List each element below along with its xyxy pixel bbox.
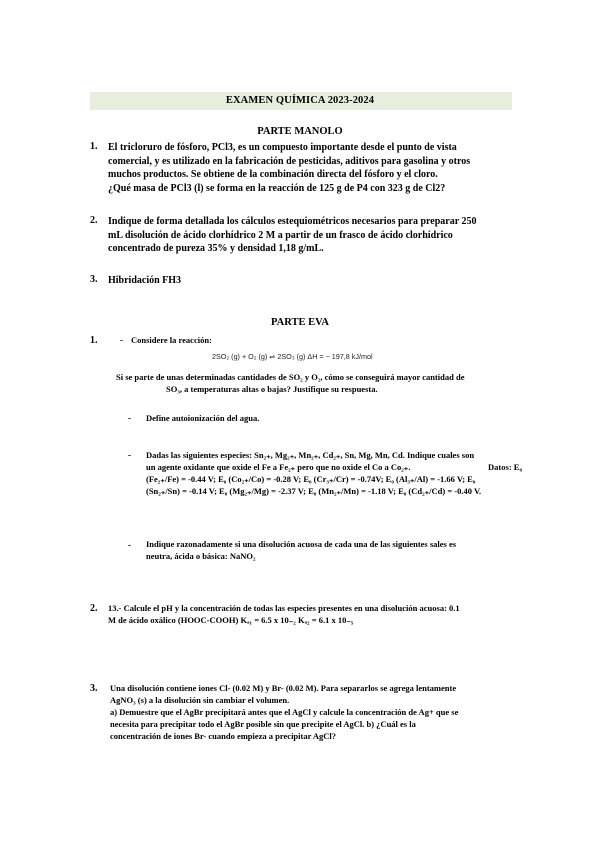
manolo-q2-line3: concentrado de pureza 35% y densidad 1,18 g/mL. xyxy=(108,243,324,254)
eva-d-dash: - xyxy=(128,540,131,550)
eva-q1-line2: SO₃, a temperaturas altas o bajas? Justifique su respuesta. xyxy=(166,384,378,394)
manolo-q3-text: Hibridación FH3 xyxy=(108,275,182,286)
part-eva-heading: PARTE EVA xyxy=(271,317,329,328)
manolo-q2-line1: Indique de forma detallada los cálculos estequiométricos necesarios para preparar 250 xyxy=(108,216,477,227)
manolo-q1-line1: El tricloruro de fósforo, PCl3, es un compuesto importante desde el punto de vista xyxy=(108,142,457,153)
eva-q1-question xyxy=(116,371,526,395)
eva-b-dash: - xyxy=(128,413,131,423)
eva-c-line2a: un agente oxidante que oxide el Fe a Fe₂₊ pero que no oxide el Co a Co₂₊. xyxy=(146,462,411,472)
eva-d-line1: Indique razonadamente si una disolución acuosa de cada una de las siguientes sales es xyxy=(146,539,457,549)
eva-q1-intro: Considere la reacción: xyxy=(131,335,212,345)
eva-q3-line5: concentración de iones Br- cuando empieza a precipitar AgCl? xyxy=(110,731,337,741)
eva-q2-line2: M de ácido oxálico (HOOC-COOH) Kₐ₁ = 6.5 x 10₋₂ Kₐ₂ = 6.1 x 10₋₅ xyxy=(108,615,354,625)
eva-q2-number: 2. xyxy=(90,603,98,614)
manolo-q1-line3: muchos productos. Se obtiene de la combinación directa del fósforo y el cloro. xyxy=(108,169,438,180)
eva-c-line2b: Datos: E₀ xyxy=(488,462,522,472)
manolo-q1-line4: ¿Qué masa de PCl3 (l) se forma en la reacción de 125 g de P4 con 323 g de Cl2? xyxy=(108,182,446,194)
eva-q3-line1: Una disolución contiene iones Cl- (0.02 M) y Br- (0.02 M). Para separarlos se agrega lentamente xyxy=(110,683,457,693)
eva-c-line3: (Fe₂₊/Fe) = -0.44 V; E₀ (Co₂₊/Co) = -0.28 V; E₀ (Cr₃₊/Cr) = -0.74V; E₀ (Al₃₊/Al) = -1.66 V; E₀ xyxy=(146,474,476,484)
eva-q3-line4: necesita para precipitar todo el AgBr posible sin que precipite el AgCl. b) ¿Cuál es la xyxy=(110,719,416,729)
eva-d-text xyxy=(146,538,526,562)
eva-c-line1: Dadas las siguientes especies: Sn₂₊, Mg₂₊, Mn₂₊, Cd₂₊, Sn, Mg, Mn, Cd. Indique cuales son xyxy=(146,450,475,460)
reaction-equation: 2SO₂ (g) + O₂ (g) ⇌ 2SO₃ (g) ΔH = − 197,8 kJ/mol xyxy=(212,352,373,361)
exam-title: EXAMEN QUÍMICA 2023-2024 xyxy=(225,95,375,106)
eva-q2-text xyxy=(108,602,528,626)
eva-q1-number: 1. xyxy=(90,335,98,346)
eva-c-text xyxy=(146,449,522,497)
eva-q2-line1: 13.- Calcule el pH y la concentración de todas las especies presentes en una disolución acuosa: 0.1 xyxy=(108,603,460,613)
eva-q1-dash: - xyxy=(120,335,123,345)
eva-b-text: Define autoionización del agua. xyxy=(146,413,260,423)
eva-c-line4: (Sn₂₊/Sn) = -0.14 V; E₀ (Mg₂₊/Mg) = -2.37 V; E₀ (Mn₂₊/Mn) = -1.18 V; E₀ (Cd₂₊/Cd) = -0.40 V. xyxy=(146,486,482,496)
eva-c-line2 xyxy=(146,461,522,473)
manolo-q2-line2: mL disolución de ácido clorhídrico 2 M a partir de un frasco de ácido clorhídrico xyxy=(108,229,453,241)
eva-c-dash: - xyxy=(128,450,131,460)
eva-q3-number: 3. xyxy=(90,683,98,694)
eva-q3-text xyxy=(110,682,530,742)
eva-d-line2: neutra, ácida o básica: NaNO₂ xyxy=(146,551,256,561)
manolo-q3-number: 3. xyxy=(90,274,98,285)
part-manolo-heading: PARTE MANOLO xyxy=(257,126,343,137)
eva-q3-line2: AgNO₃ (s) a la disolución sin cambiar el volumen. xyxy=(110,695,290,705)
manolo-q2-number: 2. xyxy=(90,215,98,226)
manolo-q1-line2: comercial, y es utilizado en la fabricación de pesticidas, aditivos para gasolina y otros xyxy=(108,155,471,167)
manolo-q2-text xyxy=(108,215,513,256)
manolo-q1-text xyxy=(108,141,513,195)
eva-q3-line3: a) Demuestre que el AgBr precipitará antes que el AgCl y calcule la concentración de Ag+ que se xyxy=(110,707,459,717)
eva-q1-line1: Si se parte de unas determinadas cantidades de SO₂ y O₂, cómo se conseguirá mayor cantidad de xyxy=(116,372,465,382)
manolo-q1-number: 1. xyxy=(90,141,98,152)
